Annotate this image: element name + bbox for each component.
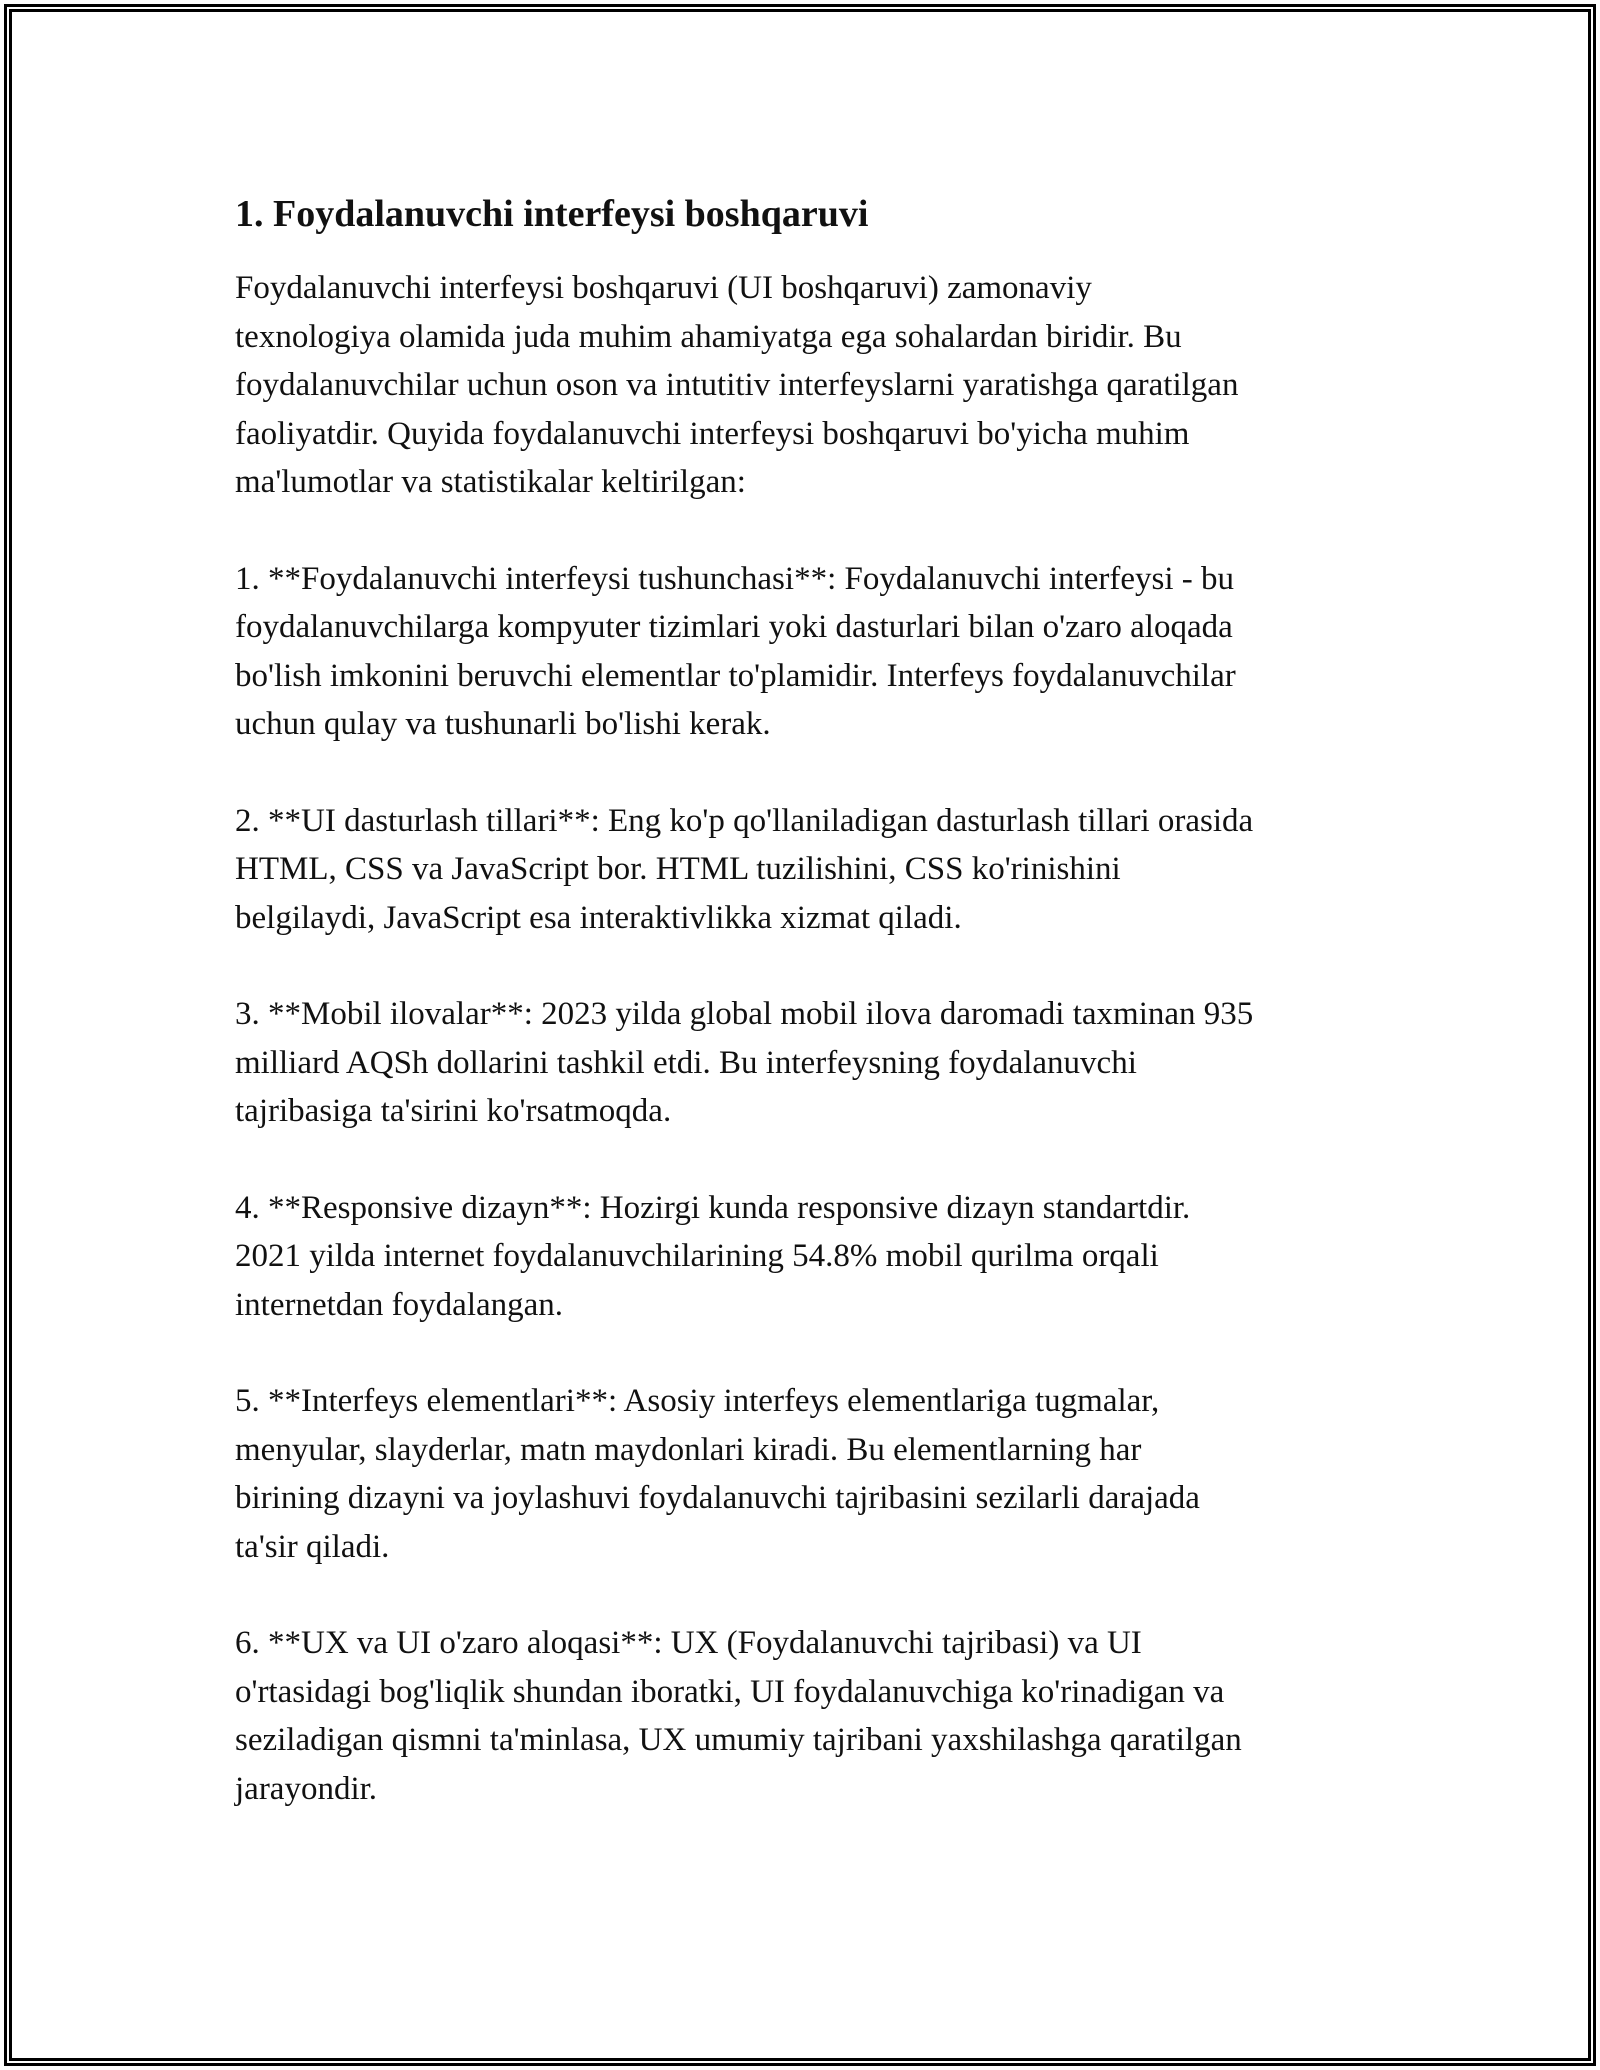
list-item-1: 1. **Foydalanuvchi interfeysi tushunchasi**: Foydalanuvchi interfeysi - bu foydalanuvchilarga kompyuter tizimlari yoki dasturlari bilan o'zaro aloqada bo'lish imkonini beruvchi elementlar to'plamidir. Interfeys foydalanuvchilar uchun qulay va tushunarli bo'lishi kerak.: [235, 560, 1236, 742]
list-item-6: 6. **UX va UI o'zaro aloqasi**: UX (Foydalanuvchi tajribasi) va UI o'rtasidagi bog'liqlik shundan iboratki, UI foydalanuvchiga ko'rinadigan va seziladigan qismni ta'minlasa, UX umumiy tajribani yaxshilashga qaratilgan jarayondir.: [235, 1625, 1242, 1807]
list-item-2: 2. **UI dasturlash tillari**: Eng ko'p qo'llaniladigan dasturlash tillari orasida HTML, CSS va JavaScript bor. HTML tuzilishini, CSS ko'rinishini belgilaydi, JavaScript esa interaktivlikka xizmat qiladi.: [235, 802, 1254, 936]
intro-paragraph: Foydalanuvchi interfeysi boshqaruvi (UI boshqaruvi) zamonaviy texnologiya olamida juda muhim ahamiyatga ega sohalardan biridir. Bu foydalanuvchilar uchun oson va intutitiv interfeyslarni yaratishga qaratilgan faoliyatdir. Quyida foydalanuvchi interfeysi boshqaruvi bo'yicha muhim ma'lumotlar va statistikalar keltirilgan:: [235, 270, 1239, 500]
document-heading: 1. Foydalanuvchi interfeysi boshqaruvi: [235, 193, 869, 235]
list-item-5: 5. **Interfeys elementlari**: Asosiy interfeys elementlariga tugmalar, menyular, slayderlar, matn maydonlari kiradi. Bu elementlarning har birining dizayni va joylashuvi foydalanuvchi tajribasini sezilarli darajada ta'sir qiladi.: [235, 1383, 1200, 1565]
list-item-3: 3. **Mobil ilovalar**: 2023 yilda global mobil ilova daromadi taxminan 935 milliard AQSh dollarini tashkil etdi. Bu interfeysning foydalanuvchi tajribasiga ta'sirini ko'rsatmoqda.: [235, 996, 1254, 1129]
list-item-4: 4. **Responsive dizayn**: Hozirgi kunda responsive dizayn standartdir. 2021 yilda internet foydalanuvchilarining 54.8% mobil qurilma orqali internetdan foydalangan.: [235, 1189, 1191, 1323]
document-body: [235, 190, 1375, 1861]
